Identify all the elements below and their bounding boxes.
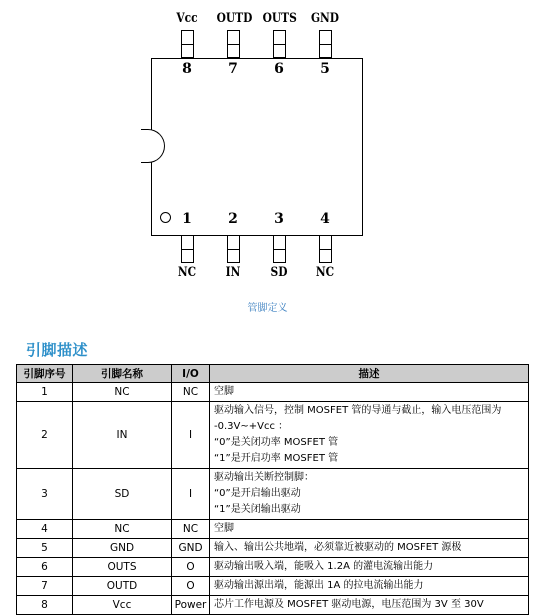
pin-name-cell: Vcc [73,596,172,615]
header-pin-number: 引脚序号 [17,365,73,383]
header-pin-name: 引脚名称 [73,365,172,383]
pin-number-cell: 6 [17,558,73,577]
pin-4-number: 4 [320,211,330,227]
description-line: -0.3V~+Vcc ： [214,421,289,432]
pin-description-cell [210,558,529,577]
pin-name-cell: IN [73,402,172,469]
pin1-marker [160,212,171,223]
table-row [17,520,529,539]
pin-number-cell: 1 [17,383,73,402]
description-line: 驱动输入信号，控制 MOSFET 管的导通与截止，输入电压范围为 [214,405,502,416]
description-line: 驱动输出关断控制脚： [214,472,314,483]
pin-number-cell: 5 [17,539,73,558]
pin-8-label: Vcc [176,11,198,26]
pin-name-cell: GND [73,539,172,558]
description-line: 驱动输出吸入端，能吸入 1.2A 的灌电流输出能力 [214,561,434,572]
table-row [17,558,529,577]
chip-body [151,58,363,236]
pin-3-number: 3 [274,211,284,227]
pin-description-table [16,364,529,615]
pin-description-cell [210,402,529,469]
pin-name-cell: NC [73,383,172,402]
pin-io-cell: O [172,577,210,596]
pin-description-cell [210,577,529,596]
pin-name-cell: SD [73,469,172,520]
pin-description-cell [210,539,529,558]
pin-7-label: OUTD [216,11,253,26]
description-line: “0”是关闭功率 MOSFET 管 [214,437,339,448]
pin-io-cell: GND [172,539,210,558]
description-line: 输入、输出公共地端，必须靠近被驱动的 MOSFET 源极 [214,542,462,553]
pin-io-cell: I [172,469,210,520]
pin-description-cell [210,596,529,615]
pin-6-number: 6 [274,61,284,77]
pin-io-cell: I [172,402,210,469]
pin-2-lead [227,235,240,263]
pin-description-cell [210,383,529,402]
pin-description-cell [210,520,529,539]
table-row [17,402,529,469]
pin-number-cell: 4 [17,520,73,539]
pin-1-label: NC [177,265,197,280]
pin-number-cell: 8 [17,596,73,615]
diagram-caption: 管脚定义 [247,303,288,314]
pin-number-cell: 7 [17,577,73,596]
pin-io-cell: NC [172,520,210,539]
pin-4-lead [319,235,332,263]
table-row [17,596,529,615]
pin-3-label: SD [270,265,288,280]
pin-2-number: 2 [228,211,238,227]
pin-description-cell [210,469,529,520]
section-title: 引脚描述 [26,341,89,359]
description-line: “0”是开启输出驱动 [214,488,301,499]
pin-8-number: 8 [182,61,192,77]
pin-5-number: 5 [320,61,330,77]
pin-io-cell: NC [172,383,210,402]
description-line: “1”是开启功率 MOSFET 管 [214,453,339,464]
pin-2-label: IN [225,265,241,280]
pin-6-lead [273,30,286,58]
table-row [17,469,529,520]
description-line: 空脚 [214,523,234,534]
pin-4-label: NC [315,265,335,280]
pin-8-lead [181,30,194,58]
header-description: 描述 [210,365,529,383]
pin-number-cell: 2 [17,402,73,469]
description-line: 驱动输出源出端，能源出 1A 的拉电流输出能力 [214,580,424,591]
pin-io-cell: O [172,558,210,577]
pin-7-lead [227,30,240,58]
table-row [17,539,529,558]
pin-name-cell: OUTD [73,577,172,596]
pin-3-lead [273,235,286,263]
description-line: “1”是关闭输出驱动 [214,504,301,515]
pin-io-cell: Power [172,596,210,615]
table-body [17,383,529,615]
description-line: 空脚 [214,386,234,397]
pin-5-lead [319,30,332,58]
pin-number-cell: 3 [17,469,73,520]
table-header-row [17,365,529,383]
pin-6-label: OUTS [262,11,297,26]
pin-7-number: 7 [228,61,238,77]
table-row [17,577,529,596]
header-io: I/O [172,365,210,383]
pin-1-number: 1 [182,211,192,227]
description-line: 芯片工作电源及 MOSFET 驱动电源，电压范围为 3V 至 30V [214,599,484,610]
pin-5-label: GND [310,11,340,26]
table-row [17,383,529,402]
pin-name-cell: NC [73,520,172,539]
pin-1-lead [181,235,194,263]
pin-name-cell: OUTS [73,558,172,577]
